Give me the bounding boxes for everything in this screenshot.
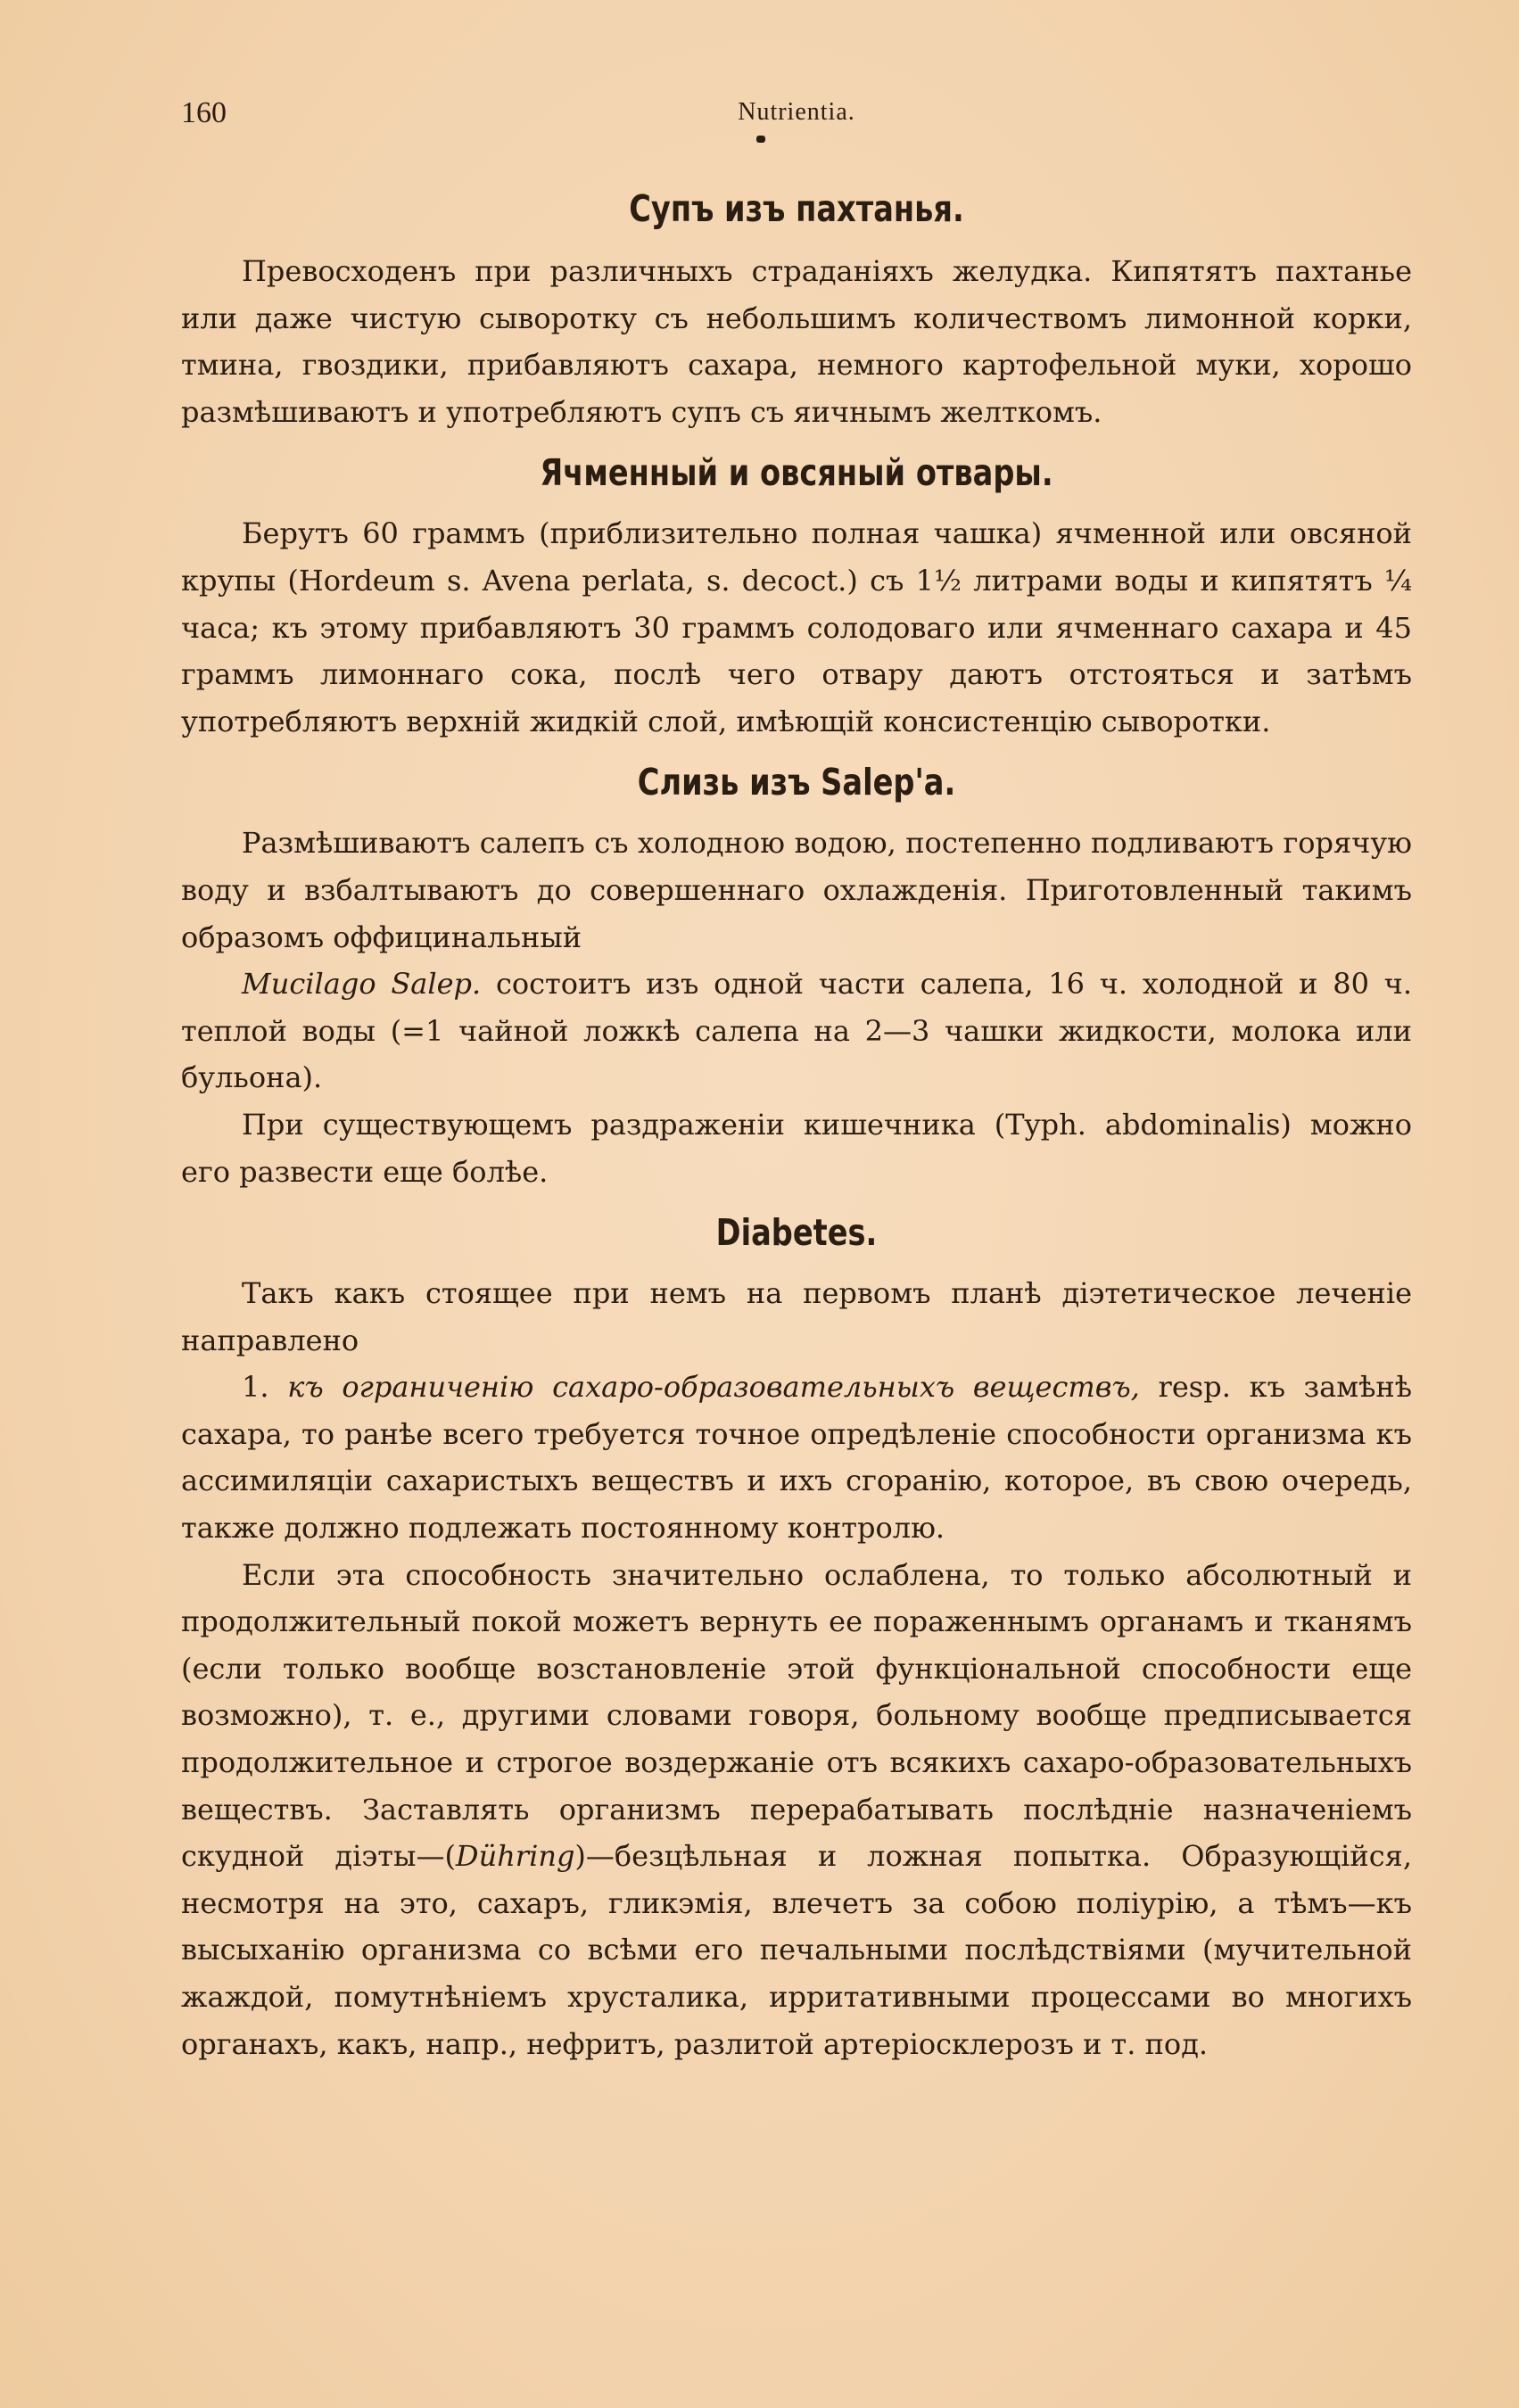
paragraph-diabetes-2 — [181, 1364, 1412, 1551]
paragraph-salep-2 — [181, 961, 1412, 1101]
section-heading-diabetes: Diabetes. — [715, 1211, 878, 1255]
list-number: 1. — [242, 1370, 288, 1405]
paragraph-salep-3: При существующемъ раздраженіи кишечника (Typh. abdominalis) можно его развести еще болѣе. — [181, 1107, 1412, 1189]
paragraph-text-tail: )—безцѣльная и ложная попытка. Образующійся, несмотря на это, сахаръ, гликэмія, влечетъ за собою поліурію, а тѣмъ—къ высыханію организма со всѣми его печальными послѣдствіями (мучительной жаждой, помутнѣніемъ хрусталика, ирритативными процессами во многихъ органахъ, какъ, напр., нефритъ, разлитой артеріосклерозъ и т. под. — [181, 1839, 1412, 2061]
running-head — [181, 89, 1412, 148]
ornament-dot — [756, 136, 765, 143]
paragraph-diabetes-3 — [181, 1552, 1412, 2068]
section-heading-buttermilk-soup: Супъ изъ пахтанья. — [629, 187, 964, 230]
paragraph-barley-oat: Берутъ 60 граммъ (приблизительно полная чашка) ячменной или овсяной крупы (Hordeum s. Avena perlata, s. decoct.) съ 1½ литрами воды и кипятятъ ¼ часа; къ этому прибавляютъ 30 граммъ солодоваго или ячменнаго сахара и 45 граммъ лимоннаго сока, послѣ чего отвару даютъ отстояться и затѣмъ употребляютъ верхній жидкій слой, имѣющій консистенцію сыворотки. — [181, 516, 1412, 738]
section-heading-barley-oat: Ячменный и овсяный отвары. — [540, 451, 1053, 495]
paragraph-text: Если эта способность значительно ослаблена, то только абсолютный и продолжительный покой можетъ вернуть ее пораженнымъ органамъ и тканямъ (если только вообще возстановленіе этой функціональной способности еще возможно), т. е., другими словами говоря, больному вообще предписывается продолжительное и строгое воздержаніе отъ всякихъ сахаро-образовательныхъ веществъ. Заставлять организмъ перерабатывать послѣдніе назначеніемъ скудной діэты—( — [181, 1557, 1412, 1874]
text-block — [181, 89, 1412, 2067]
paragraph-buttermilk-soup: Превосходенъ при различныхъ страданіяхъ желудка. Кипятятъ пахтанье или даже чистую сыворотку съ небольшимъ количествомъ лимонной корки, тмина, гвоздики, прибавляютъ сахара, немного картофельной муки, хорошо размѣшиваютъ и употребляютъ супъ съ яичнымъ желткомъ. — [181, 254, 1412, 429]
italic-term: Mucilago Salep. — [242, 967, 482, 1002]
paragraph-salep-1: Размѣшиваютъ салепъ съ холодною водою, постепенно подливаютъ горячую воду и взбалтываютъ до совершеннаго охлажденія. Приготовленный такимъ образомъ оффицинальный — [181, 826, 1412, 954]
running-title: Nutrientia. — [738, 98, 855, 126]
italic-phrase: къ ограниченію сахаро-образовательныхъ веществъ, — [287, 1370, 1140, 1405]
paragraph-text: resp. къ замѣнѣ сахара, то ранѣе всего требуется точное опредѣленіе способности организма къ ассимиляціи сахаристыхъ веществъ и ихъ сгоранію, которое, въ свою очередь, также должно подлежать постоянному контролю. — [181, 1370, 1413, 1546]
paragraph-text: состоитъ изъ одной части салепа, 16 ч. холодной и 80 ч. теплой воды (=1 чайной ложкѣ салепа на 2—3 чашки жидкости, молока или бульона). — [181, 967, 1413, 1095]
page-number: 160 — [181, 96, 227, 129]
paragraph-diabetes-1: Такъ какъ стоящее при немъ на первомъ планѣ діэтетическое леченіе направлено — [181, 1276, 1412, 1357]
italic-author: Dühring — [455, 1839, 575, 1874]
section-heading-salep: Слизь изъ Salep'a. — [637, 761, 956, 804]
